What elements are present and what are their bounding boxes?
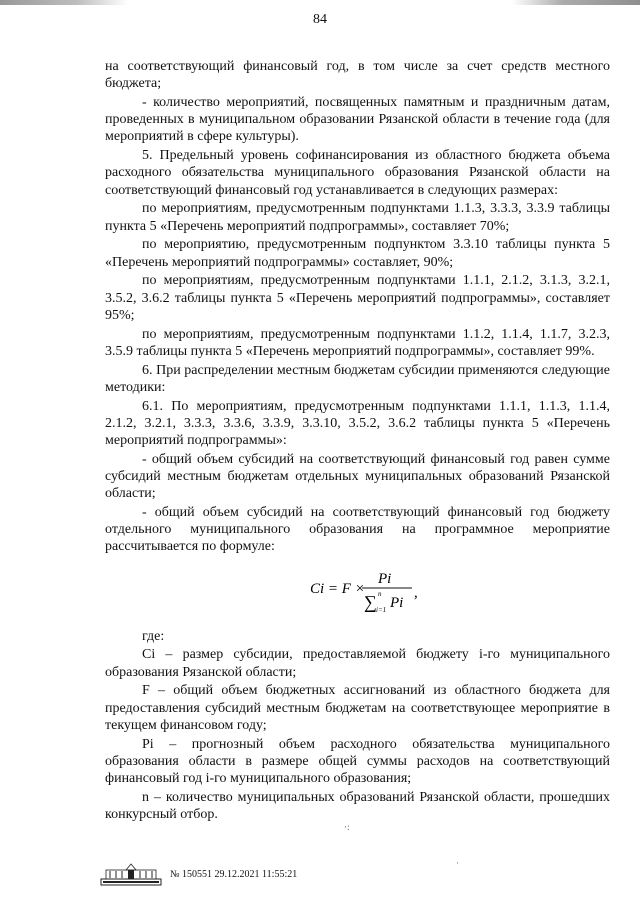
paragraph: по мероприятиям, предусмотренным подпунктами 1.1.1, 2.1.2, 3.1.3, 3.2.1, 3.5.2, 3.6.2 таблицы пункта 5 «Перечень мероприятий подпрограммы», составляет 95%;	[105, 273, 610, 323]
formula-sum-symbol: ∑	[364, 591, 377, 612]
paragraph: - общий объем субсидий на соответствующий финансовый год равен сумме субсидий местным бюджетам отдельных муниципальных образований Рязанской области;	[105, 451, 610, 502]
formula-sum-upper: n	[378, 589, 382, 598]
scan-speck: ·	[456, 858, 459, 868]
scan-speck: ·:	[344, 822, 350, 832]
registration-footer	[100, 858, 460, 892]
definition: Pi – прогнозный объем расходного обязательства муниципального образования области в размере общей суммы расходов на соответствующий финансовый год i-го муниципального образования;	[105, 736, 610, 787]
formula-trail: ,	[414, 584, 418, 601]
paragraph: 5. Предельный уровень софинансирования из областного бюджета объема расходного обязательства муниципального образования Рязанской области на соответствующий финансовый год устанавливается в следующих размерах:	[105, 148, 610, 198]
definition: n – количество муниципальных образований Рязанской области, прошедших конкурсный отбор.	[105, 789, 610, 823]
subsidy-formula	[105, 566, 610, 616]
formula-sum-lower: i=1	[376, 605, 387, 614]
formula-denominator: Pi	[390, 594, 404, 611]
document-body	[105, 58, 610, 825]
paragraph: 6.1. По мероприятиям, предусмотренным подпунктами 1.1.1, 1.1.3, 1.1.4, 2.1.2, 3.2.1, 3.3.3, 3.3.6, 3.3.9, 3.3.10, 3.5.2, 3.6.2 таблицы пункта 5 «Перечень мероприятий подпрограммы»:	[105, 398, 610, 449]
paragraph: на соответствующий финансовый год, в том числе за счет средств местного бюджета;	[105, 59, 610, 92]
definition-intro: где:	[142, 628, 165, 644]
formula-lhs: Ci = F ×	[310, 580, 365, 597]
scan-edge	[0, 0, 640, 5]
paragraph: по мероприятию, предусмотренным подпунктом 3.3.10 таблицы пункта 5 «Перечень мероприятий подпрограммы» составляет, 90%;	[105, 237, 610, 270]
paragraph: - количество мероприятий, посвященных памятным и праздничным датам, проведенных в муниципальном образовании Рязанской области в течение года (для мероприятий в сфере культуры).	[105, 95, 610, 145]
government-building-logo	[100, 862, 162, 888]
paragraph: 6. При распределении местным бюджетам субсидии применяются следующие методики:	[105, 362, 610, 395]
definition: Ci – размер субсидии, предоставляемой бюджету i-го муниципального образования Рязанской области;	[105, 647, 610, 680]
paragraph: по мероприятиям, предусмотренным подпунктами 1.1.3, 3.3.3, 3.3.9 таблицы пункта 5 «Перечень мероприятий подпрограммы», составляет 70%;	[105, 201, 610, 234]
definition: F – общий объем бюджетных ассигнований из областного бюджета для предоставления субсидий местным бюджетам на соответствующее мероприятие в текущем финансовом году;	[105, 683, 610, 733]
formula-graphic	[310, 566, 430, 616]
paragraph: по мероприятиям, предусмотренным подпунктами 1.1.2, 1.1.4, 1.1.7, 3.2.3, 3.5.9 таблицы пункта 5 «Перечень мероприятий подпрограммы», составляет 99%.	[105, 326, 610, 359]
registration-stamp: № 150551 29.12.2021 11:55:21	[170, 869, 298, 880]
paragraph: - общий объем субсидий на соответствующий финансовый год бюджету отдельного муниципального образования на программное мероприятие рассчитывается по формуле:	[105, 505, 610, 555]
page-number: 84	[313, 12, 327, 27]
formula-numerator: Pi	[378, 570, 392, 587]
